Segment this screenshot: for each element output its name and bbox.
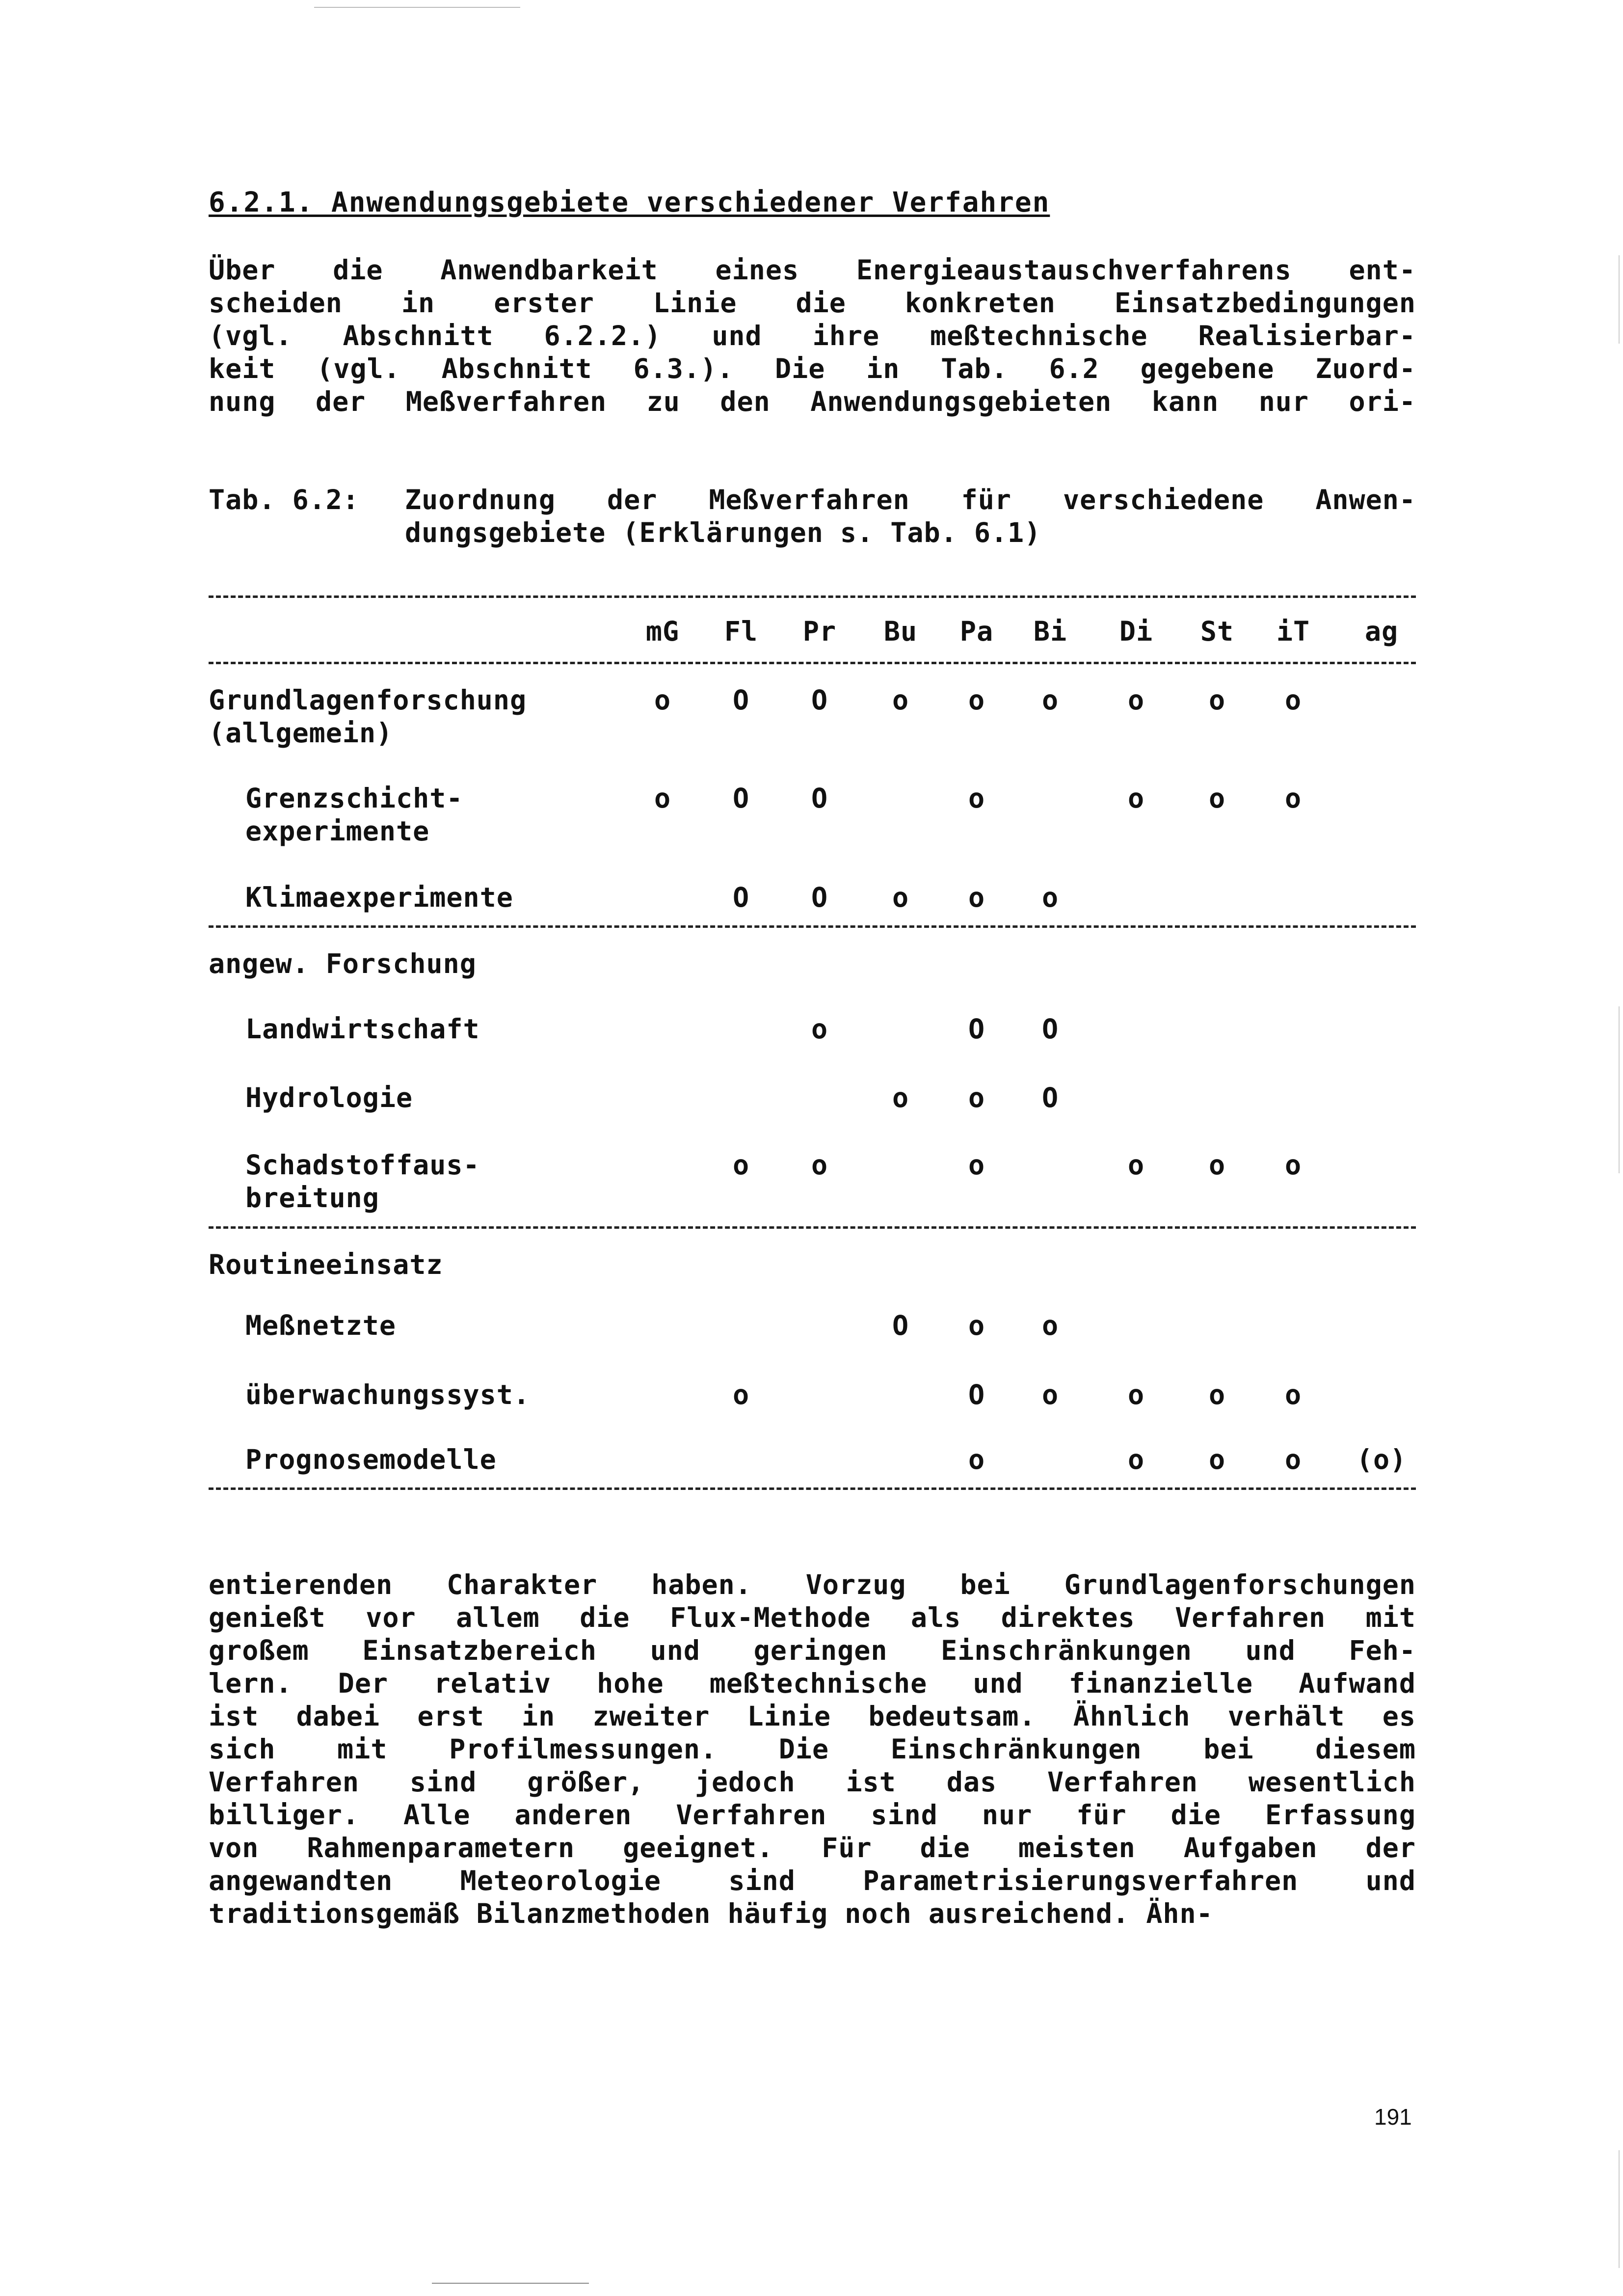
row-label-line: Routineeinsatz [209,1249,443,1280]
table-mark: O [732,882,750,913]
scan-margin-mark [1619,2150,1620,2268]
column-header: Bu [883,616,918,647]
table-mark: o [968,1082,985,1113]
column-header: Di [1119,616,1153,647]
table-rule [209,1487,1416,1490]
text-line: sich mit Profilmessungen. Die Einschränkungen bei diesem [209,1733,1416,1765]
section-heading: 6.2.1. Anwendungsgebiete verschiedener Verfahren [209,187,1050,218]
scan-edge-mark [432,2283,589,2284]
row-label-line: Grundlagenforschung [209,684,527,716]
text-line: billiger. Alle anderen Verfahren sind nur für die Erfassung [209,1799,1416,1831]
table-mark: o [1208,1444,1226,1475]
table-mark: o [1208,684,1226,716]
table-mark: o [1208,783,1226,814]
column-header: iT [1276,616,1310,647]
column-header: ag [1364,616,1399,647]
text-line: Verfahren sind größer, jedoch ist das Verfahren wesentlich [209,1766,1416,1798]
table-mark: o [968,783,985,814]
column-header: mG [645,616,680,647]
column-header: Bi [1033,616,1067,647]
table-mark: o [892,882,909,913]
table-mark: o [968,1310,985,1341]
scan-margin-mark [1619,255,1620,344]
table-caption-line: Zuordnung der Meßverfahren für verschiedene Anwen- [405,484,1416,515]
row-label-line: Schadstoffaus- [245,1149,480,1181]
table-mark: o [1127,1379,1145,1410]
table-mark: o [892,1082,909,1113]
table-mark: o [1127,1444,1145,1475]
row-label [209,947,477,980]
column-header: Fl [724,616,758,647]
table-mark: o [654,783,671,814]
text-line: keit (vgl. Abschnitt 6.3.). Die in Tab. 6.2 gegebene Zuord- [209,353,1416,384]
table-mark: o [1284,1149,1302,1181]
table-mark: o [1284,1379,1302,1410]
row-label [245,881,513,914]
table-mark: o [1041,882,1059,913]
text-line: von Rahmenparametern geeignet. Für die meisten Aufgaben der [209,1832,1416,1864]
text-line: ist dabei erst in zweiter Linie bedeutsam. Ähnlich verhält es [209,1701,1416,1732]
text-line: scheiden in erster Linie die konkreten Einsatzbedingungen [209,287,1416,319]
table-mark: o [811,1013,828,1045]
row-label [245,782,463,848]
row-label-line: Prognosemodelle [245,1444,497,1475]
paragraph-continuation [209,1568,1416,1930]
row-label [209,684,527,750]
table-mark: o [1041,684,1059,716]
table-mark: O [892,1310,909,1341]
table-mark: o [1127,684,1145,716]
table-rule [209,1226,1416,1229]
row-label [209,1248,443,1281]
table-mark: (o) [1356,1444,1407,1475]
table-mark: O [1041,1082,1059,1113]
text-line: genießt vor allem die Flux-Methode als direktes Verfahren mit [209,1602,1416,1633]
column-header: Pa [959,616,994,647]
table-mark: o [1041,1379,1059,1410]
paragraph-intro [209,254,1416,418]
table-caption-label: Tab. 6.2: [209,484,360,515]
table-mark: o [1284,783,1302,814]
text-line: traditionsgemäß Bilanzmethoden häufig noch ausreichend. Ähn- [209,1898,1213,1929]
table-mark: O [811,783,828,814]
row-label [245,1149,480,1215]
row-label [245,1081,413,1114]
row-label-line: (allgemein) [209,717,393,749]
page-number: 191 [1374,2104,1412,2130]
column-header: St [1200,616,1234,647]
text-line: lern. Der relativ hohe meßtechnische und finanzielle Aufwand [209,1668,1416,1699]
row-label-line: experimente [245,815,430,847]
text-line: Über die Anwendbarkeit eines Energieaustauschverfahrens ent- [209,254,1416,286]
row-label-line: Grenzschicht- [245,783,463,814]
row-label-line: breitung [245,1182,379,1214]
column-header: Pr [802,616,837,647]
table-mark: O [732,684,750,716]
table-rule [209,925,1416,928]
table-mark: o [892,684,909,716]
table-rule [209,662,1416,664]
text-line: angewandten Meteorologie sind Parametrisierungsverfahren und [209,1865,1416,1896]
table-mark: O [968,1013,985,1045]
table-mark: o [968,1444,985,1475]
scan-edge-mark [314,7,520,8]
row-label [245,1013,480,1046]
table-mark: o [1208,1149,1226,1181]
table-mark: o [654,684,671,716]
table-mark: o [968,882,985,913]
table-mark: o [968,1149,985,1181]
table-mark: O [732,783,750,814]
table-mark: o [1127,783,1145,814]
table-mark: O [1041,1013,1059,1045]
row-label-line: Hydrologie [245,1082,413,1113]
row-label-line: angew. Forschung [209,948,477,979]
table-mark: o [1127,1149,1145,1181]
text-line: großem Einsatzbereich und geringen Einschränkungen und Feh- [209,1635,1416,1666]
row-label [245,1378,530,1411]
table-mark: o [1041,1310,1059,1341]
table-mark: o [968,684,985,716]
table-mark: o [732,1379,750,1410]
row-label [245,1443,497,1476]
text-line: nung der Meßverfahren zu den Anwendungsgebieten kann nur ori- [209,386,1416,417]
row-label-line: Meßnetzte [245,1310,397,1341]
text-line: entierenden Charakter haben. Vorzug bei Grundlagenforschungen [209,1569,1416,1600]
table-mark: O [811,684,828,716]
text-line: (vgl. Abschnitt 6.2.2.) und ihre meßtechnische Realisierbar- [209,320,1416,351]
table-mark: o [811,1149,828,1181]
table-mark: O [811,882,828,913]
table-mark: o [1284,1444,1302,1475]
table-mark: o [732,1149,750,1181]
row-label-line: Landwirtschaft [245,1013,480,1045]
table-mark: o [1208,1379,1226,1410]
table-rule [209,595,1416,598]
table-caption-line: dungsgebiete (Erklärungen s. Tab. 6.1) [405,517,1041,548]
table-mark: O [968,1379,985,1410]
row-label-line: überwachungssyst. [245,1379,530,1410]
row-label-line: Klimaexperimente [245,882,513,913]
scan-margin-mark [1619,1006,1620,1173]
row-label [245,1309,396,1342]
table-mark: o [1284,684,1302,716]
